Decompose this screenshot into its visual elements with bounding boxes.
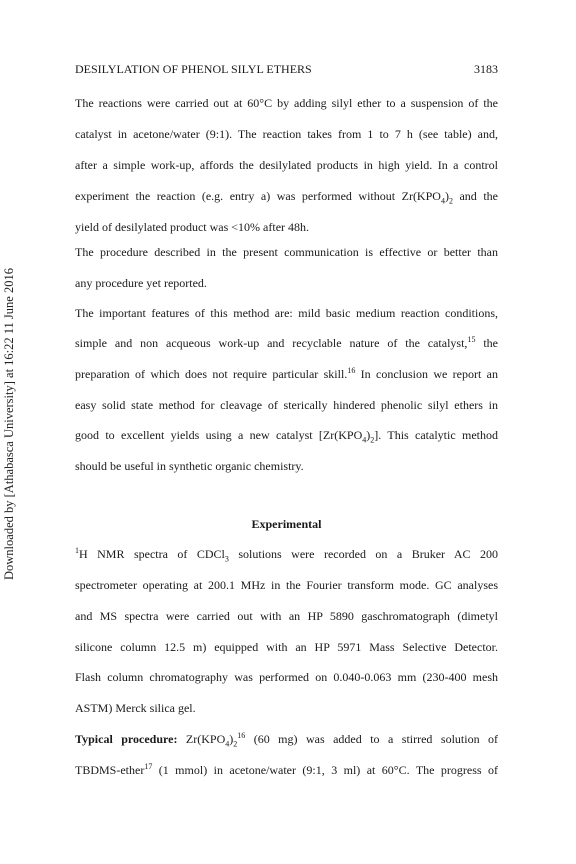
page-number: 3183 bbox=[474, 62, 498, 76]
text-line: silicone column 12.5 m) equipped with an HP 5971 Mass Selective Detector. bbox=[75, 640, 498, 654]
typical-procedure-label: Typical procedure: bbox=[75, 732, 178, 746]
download-watermark: Downloaded by [Athabasca University] at 16:22 11 June 2016 bbox=[2, 268, 16, 580]
text-line: experiment the reaction (e.g. entry a) was performed without $Zr(KPO_4)_2$ and the bbox=[75, 189, 498, 206]
text-line: The important features of this method are: mild basic medium reaction conditions, bbox=[75, 306, 498, 320]
text-line: simple and non acqueous work-up and recyclable nature of the catalyst,$^{15}$ the bbox=[75, 335, 498, 350]
text-line: Typical procedure: $Zr(KPO_4)_2^{16}$ (60 mg) was added to a stirred solution of bbox=[75, 731, 499, 749]
text-line: $^1$H NMR spectra of CDCl$_3$ solutions were recorded on a Bruker AC 200 bbox=[75, 546, 498, 564]
text-line: The reactions were carried out at 60°C by adding silyl ether to a suspension of the bbox=[75, 96, 498, 110]
text-line: catalyst in acetone/water (9:1). The reaction takes from 1 to 7 h (see table) and, bbox=[75, 127, 498, 141]
text-line: after a simple work-up, affords the desilylated products in high yield. In a control bbox=[75, 158, 498, 172]
text-line: yield of desilylated product was <10% after 48h. bbox=[75, 220, 310, 234]
text-line: spectrometer operating at 200.1 MHz in the Fourier transform mode. GC analyses bbox=[75, 578, 498, 592]
text-line: should be useful in synthetic organic chemistry. bbox=[75, 459, 304, 473]
text-line: The procedure described in the present communication is effective or better than bbox=[75, 245, 498, 259]
running-title: DESILYLATION OF PHENOL SILYL ETHERS bbox=[75, 62, 312, 76]
text-line: easy solid state method for cleavage of sterically hindered phenolic silyl ethers in bbox=[75, 398, 498, 412]
text-line: ASTM) Merck silica gel. bbox=[75, 701, 196, 715]
text-line: preparation of which does not require particular skill.$^{16}$ In conclusion we report an bbox=[75, 366, 498, 381]
section-title: Experimental bbox=[251, 517, 322, 531]
text-line: good to excellent yields using a new catalyst $[Zr(KPO_4)_2]$. This catalytic method bbox=[75, 428, 498, 445]
text-line: any procedure yet reported. bbox=[75, 276, 207, 290]
text-line: TBDMS-ether$^{17}$ (1 mmol) in acetone/water (9:1, 3 ml) at 60°C. The progress of bbox=[75, 762, 498, 777]
text-line: and MS spectra were carried out with an HP 5890 gaschromatograph (dimetyl bbox=[75, 609, 498, 623]
running-header bbox=[75, 62, 498, 77]
text-line: Flash column chromatography was performed on 0.040-0.063 mm (230-400 mesh bbox=[75, 670, 498, 684]
